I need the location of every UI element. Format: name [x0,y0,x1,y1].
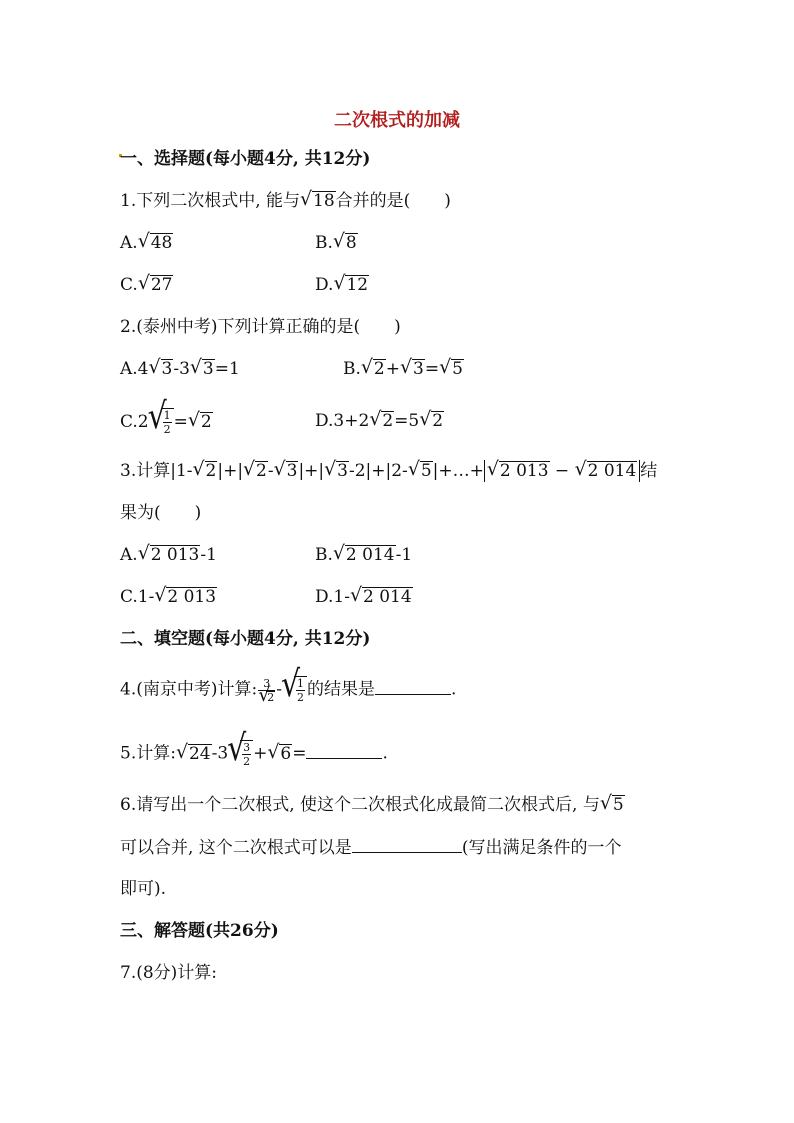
question-3-options-ab [120,544,413,566]
answer-blank[interactable] [352,836,462,853]
question-2-options-ab [120,358,463,380]
section-heading-solve: 三、解答题(共26分) [120,921,279,941]
sqrt-expression: √ 18 [301,190,336,212]
option-c: C.2 √ $\frac{1}{2}$ =√ 2 [120,412,213,432]
answer-blank[interactable] [306,742,382,759]
question-6-end: 即可). [120,879,167,899]
question-1-options-cd [120,274,369,296]
option-a: A.√ 2 013-1 [120,545,217,565]
option-d: D.1-√ 2 014 [315,586,413,608]
option-d: D.√ 12 [315,274,369,296]
question-1-options-ab [120,232,357,254]
question-3-continued: 果为( ) [120,503,202,523]
question-3: 3.计算|1-√ 2|+|√ 2-√ 3|+|√ 3-2|+|2-√ 5|+…+√ 2 013 − √ 2 014 结 [120,460,657,482]
question-4: 4.(南京中考)计算: 3 √ 2 - √ $\frac{1}{2}$ 的结果是 . [120,676,456,704]
option-b: B.√ 2 014-1 [315,544,412,566]
option-b: B.√ 2+√ 3=√ 5 [343,358,464,380]
option-a: A.√ 48 [120,233,173,253]
option-b: B.√ 8 [315,232,358,254]
section-heading-fill: 二、填空题(每小题4分, 共12分) [120,629,371,649]
answer-blank[interactable] [375,678,451,695]
option-c: C.1-√ 2 013 [120,587,217,607]
section-heading-choice: 一、选择题(每小题4分, 共12分) [120,149,371,169]
option-d: D.3+2√ 2=5√ 2 [315,408,444,434]
question-6-continued: 可以合并, 这个二次根式可以是 (写出满足条件的一个 [120,838,622,858]
option-c: C.√ 27 [120,275,173,295]
question-6: 6.请写出一个二次根式, 使这个二次根式化成最简二次根式后, 与√ 5 [120,794,625,816]
question-7: 7.(8分)计算: [120,963,218,983]
question-2: 2.(泰州中考)下列计算正确的是( ) [120,317,401,337]
question-2-options-cd [120,408,444,436]
option-a: A.4√ 3-3√ 3=1 [120,359,240,379]
page-title: 二次根式的加减 [334,110,460,131]
question-5: 5.计算:√ 24-3 √ $\frac{3}{2}$ +√ 6= . [120,740,388,768]
question-3-options-cd [120,586,412,608]
question-1: 1.下列二次根式中, 能与√ 18合并的是( ) [120,190,451,212]
fraction: 3 √ 2 [258,677,275,704]
